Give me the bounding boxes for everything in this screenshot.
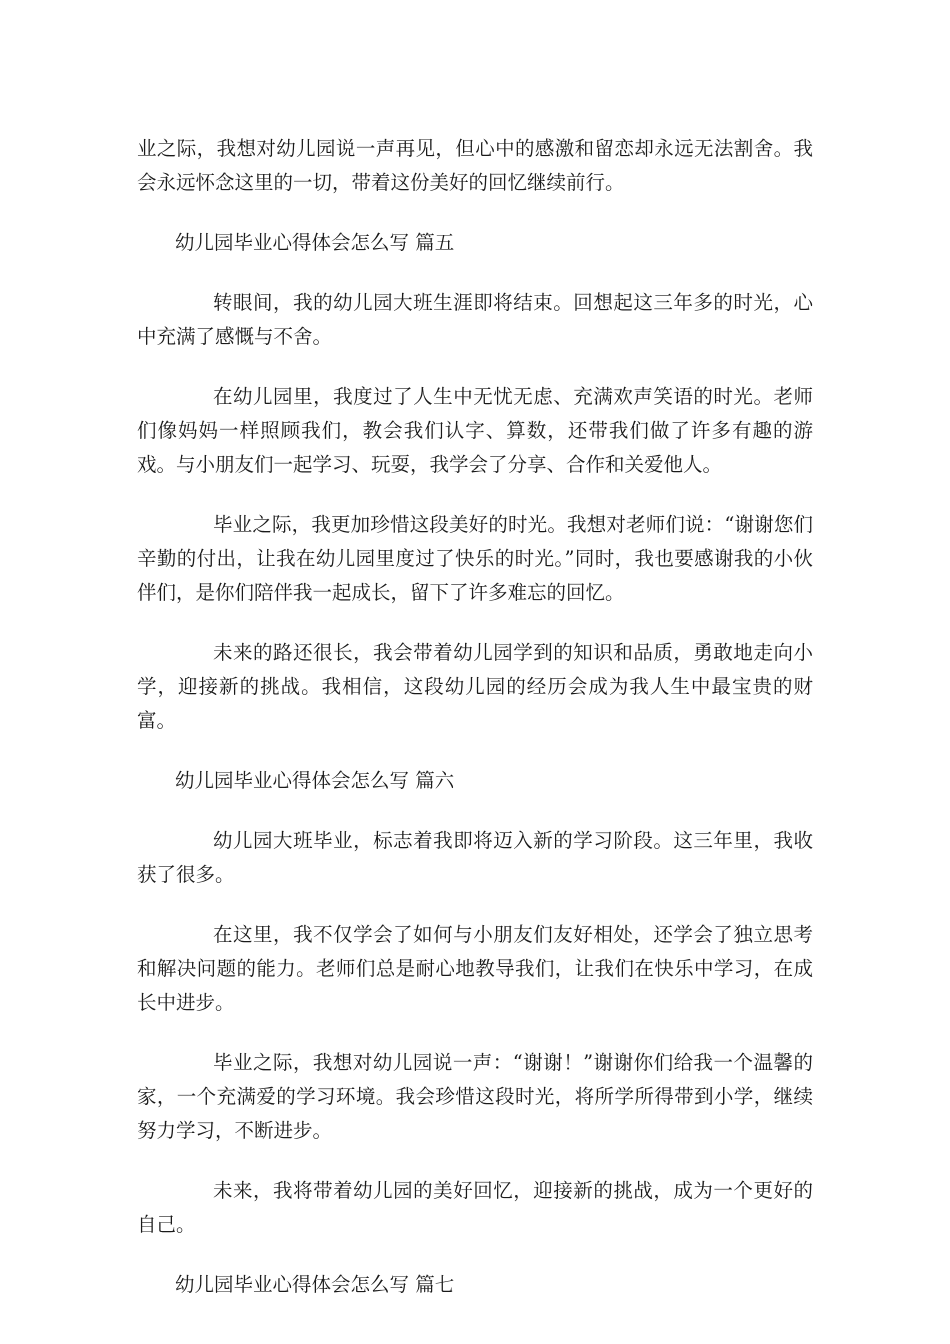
section-heading-6: 幼儿园毕业心得体会怎么写 篇六 (175, 769, 455, 792)
paragraph: 在幼儿园里，我度过了人生中无忧无虑、充满欢声笑语的时光。老师们像妈妈一样照顾我们，教会我们认字、算数，还带我们做了许多有趣的游戏。与小朋友们一起学习、玩耍，我学会了分享、合作和关爱他人。 (137, 385, 813, 476)
paragraph: 幼儿园大班毕业，标志着我即将迈入新的学习阶段。这三年里，我收获了很多。 (137, 829, 813, 886)
paragraph: 未来的路还很长，我会带着幼儿园学到的知识和品质，勇敢地走向小学，迎接新的挑战。我相信，这段幼儿园的经历会成为我人生中最宝贵的财富。 (137, 641, 813, 732)
paragraph-continued: 业之际，我想对幼儿园说一声再见，但心中的感激和留恋却永远无法割舍。我会永远怀念这里的一切，带着这份美好的回忆继续前行。 (137, 137, 813, 194)
paragraph: 毕业之际，我想对幼儿园说一声：“谢谢！”谢谢你们给我一个温馨的家，一个充满爱的学习环境。我会珍惜这段时光，将所学所得带到小学，继续努力学习，不断进步。 (137, 1051, 813, 1142)
paragraph: 在这里，我不仅学会了如何与小朋友们友好相处，还学会了独立思考和解决问题的能力。老师们总是耐心地教导我们，让我们在快乐中学习，在成长中进步。 (137, 923, 813, 1014)
section-heading-5: 幼儿园毕业心得体会怎么写 篇五 (175, 231, 455, 254)
paragraph: 毕业之际，我更加珍惜这段美好的时光。我想对老师们说：“谢谢您们辛勤的付出，让我在幼儿园里度过了快乐的时光。”同时，我也要感谢我的小伙伴们，是你们陪伴我一起成长，留下了许多难忘的回忆。 (137, 513, 813, 604)
paragraph: 转眼间，我的幼儿园大班生涯即将结束。回想起这三年多的时光，心中充满了感慨与不舍。 (137, 291, 813, 348)
section-heading-7: 幼儿园毕业心得体会怎么写 篇七 (175, 1273, 455, 1296)
document-body (137, 132, 813, 1328)
paragraph: 未来，我将带着幼儿园的美好回忆，迎接新的挑战，成为一个更好的自己。 (137, 1179, 813, 1236)
